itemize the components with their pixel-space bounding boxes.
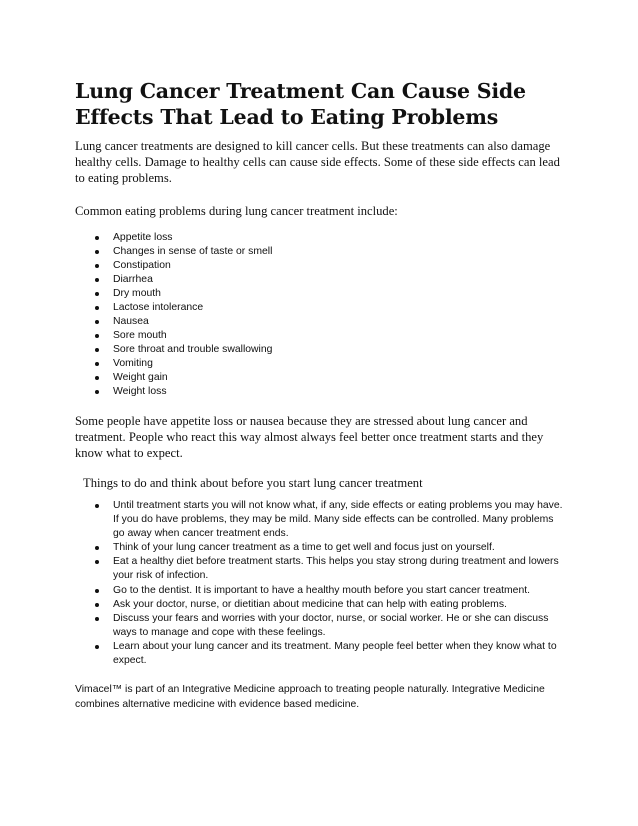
list-item: Sore mouth: [75, 329, 565, 343]
list-item: Learn about your lung cancer and its treatment. Many people feel better when they know what to expect.: [75, 640, 565, 668]
intro-paragraph: Lung cancer treatments are designed to kill cancer cells. But these treatments can also damage healthy cells. Damage to healthy cells can cause side effects. Some of these side effects can lead to eating problems.: [75, 139, 560, 185]
list-item: Changes in sense of taste or smell: [75, 245, 565, 259]
list-item: Nausea: [75, 315, 565, 329]
stress-paragraph: Some people have appetite loss or nausea because they are stressed about lung cancer and treatment. People who react this way almost always feel better once treatment starts and they know what to expect.: [75, 414, 544, 460]
things-to-do-list: [75, 499, 565, 668]
eating-problems-list: [75, 231, 565, 399]
list-item: Go to the dentist. It is important to have a healthy mouth before you start cancer treatment.: [75, 584, 565, 598]
list-item: Vomiting: [75, 357, 565, 371]
list-item: Diarrhea: [75, 273, 565, 287]
list-item: Until treatment starts you will not know what, if any, side effects or eating problems you may have. If you do have problems, they may be mild. Many side effects can be controlled. Many problems go away when cancer treatment ends.: [75, 499, 565, 541]
things-heading: Things to do and think about before you start lung cancer treatment: [83, 476, 423, 490]
list-item: Weight gain: [75, 371, 565, 385]
footer-paragraph: Vimacel™ is part of an Integrative Medicine approach to treating people naturally. Integrative Medicine combines alternative medicine with evidence based medicine.: [75, 684, 545, 711]
list-item: Constipation: [75, 259, 565, 273]
list-item: Sore throat and trouble swallowing: [75, 343, 565, 357]
list-item: Appetite loss: [75, 231, 565, 245]
document-title: Lung Cancer Treatment Can Cause Side Effects That Lead to Eating Problems: [75, 79, 526, 129]
list-lead-paragraph: Common eating problems during lung cancer treatment include:: [75, 204, 398, 218]
document-page: [75, 78, 565, 712]
list-item: Discuss your fears and worries with your doctor, nurse, or social worker. He or she can discuss ways to manage and cope with these feelings.: [75, 612, 565, 640]
list-item: Weight loss: [75, 385, 565, 399]
list-item: Think of your lung cancer treatment as a time to get well and focus just on yourself.: [75, 541, 565, 555]
list-item: Dry mouth: [75, 287, 565, 301]
list-item: Ask your doctor, nurse, or dietitian about medicine that can help with eating problems.: [75, 598, 565, 612]
list-item: Eat a healthy diet before treatment starts. This helps you stay strong during treatment and lowers your risk of infection.: [75, 555, 565, 583]
list-item: Lactose intolerance: [75, 301, 565, 315]
